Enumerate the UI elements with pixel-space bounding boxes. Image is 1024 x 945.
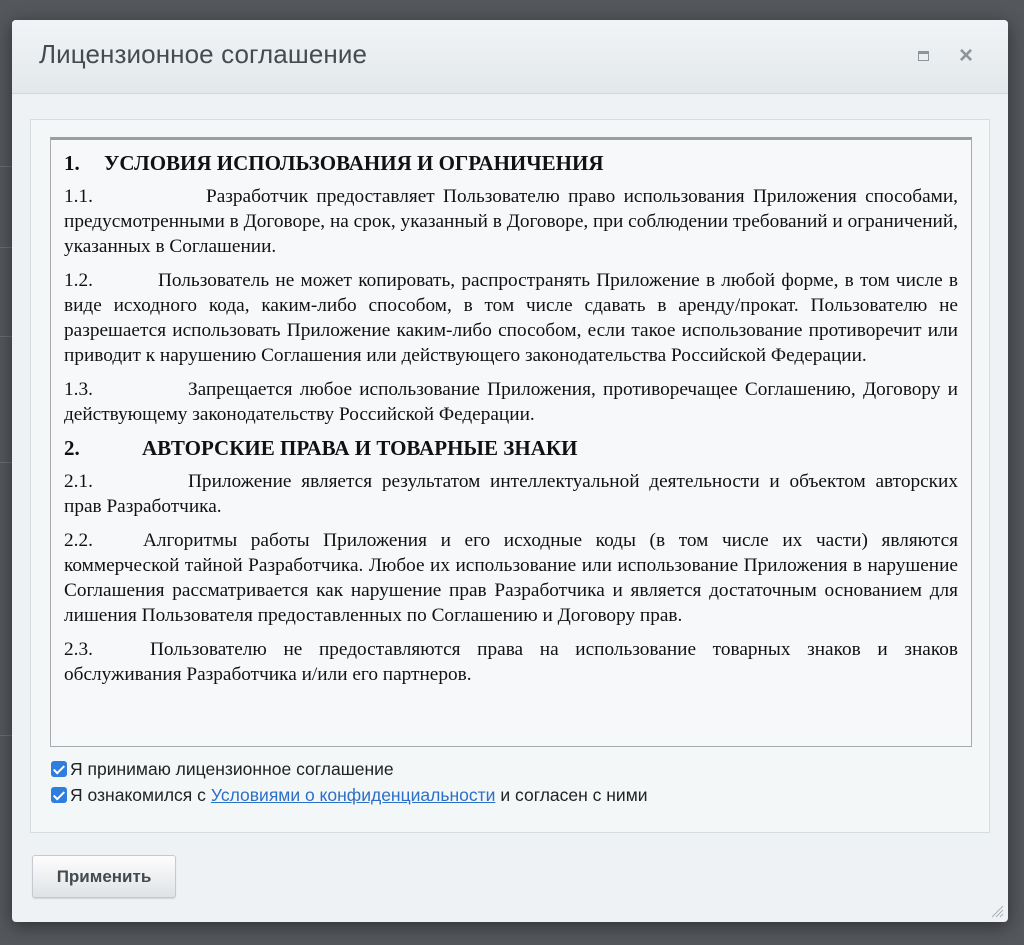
close-icon[interactable]: × bbox=[958, 42, 973, 69]
resize-grip-icon[interactable] bbox=[988, 902, 1004, 918]
section-title: УСЛОВИЯ ИСПОЛЬЗОВАНИЯ И ОГРАНИЧЕНИЯ bbox=[104, 151, 604, 175]
maximize-icon[interactable] bbox=[918, 51, 929, 61]
clause-number: 2.2. bbox=[64, 530, 93, 551]
section-number: 2. bbox=[64, 436, 80, 460]
clause-number: 2.1. bbox=[64, 471, 93, 492]
privacy-terms-link[interactable]: Условиями о конфиденциальности bbox=[210, 784, 496, 805]
privacy-consent-prefix[interactable]: Я ознакомился с bbox=[70, 784, 206, 805]
accept-license-checkbox[interactable] bbox=[51, 761, 67, 777]
section-number: 1. bbox=[64, 151, 80, 175]
privacy-consent-row[interactable] bbox=[51, 782, 648, 808]
clause bbox=[64, 637, 958, 687]
clause-number: 1.3. bbox=[64, 379, 93, 400]
section-title: АВТОРСКИЕ ПРАВА И ТОВАРНЫЕ ЗНАКИ bbox=[142, 436, 578, 460]
clause bbox=[64, 268, 958, 368]
dialog-title: Лицензионное соглашение bbox=[39, 39, 368, 69]
section-heading bbox=[64, 436, 958, 461]
clause bbox=[64, 184, 958, 259]
clause-text: Алгоритмы работы Приложения и его исходные коды (в том числе их части) являются коммерческой тайной Разработчика. Любое их использование или использование Приложения в нарушение Соглашения рассматривается как нарушение прав Разработчика и является достаточным основанием для лишения Пользователя предоставленных по Соглашению и Договору прав. bbox=[64, 530, 958, 626]
privacy-consent-checkbox[interactable] bbox=[51, 787, 67, 803]
accept-license-label[interactable]: Я принимаю лицензионное соглашение bbox=[70, 758, 394, 779]
clause-text: Пользователю не предоставляются права на использование товарных знаков и знаков обслуживания Разработчика и/или его партнеров. bbox=[64, 639, 958, 685]
accept-license-row[interactable] bbox=[51, 756, 648, 782]
clause-number: 1.1. bbox=[64, 186, 93, 207]
dialog-content bbox=[30, 119, 990, 833]
privacy-consent-suffix[interactable]: и согласен с ними bbox=[500, 784, 648, 805]
clause-text: Пользователь не может копировать, распространять Приложение в любой форме, в том числе в виде исходного кода, каким-либо способом, в том числе сдавать в аренду/прокат. Пользователю не разрешается использовать Приложение каким-либо способом, если такое использование противоречит или приводит к нарушению Соглашения или действующего законодательства Российской Федерации. bbox=[64, 270, 958, 366]
clause bbox=[64, 469, 958, 519]
clause-text: Запрещается любое использование Приложения, противоречащее Соглашению, Договору и действующему законодательству Российской Федерации. bbox=[64, 379, 958, 425]
license-dialog bbox=[12, 20, 1008, 922]
clause-text: Приложение является результатом интеллектуальной деятельности и объектом авторских прав Разработчика. bbox=[64, 471, 958, 517]
apply-button[interactable]: Применить bbox=[32, 855, 176, 898]
consent-checkboxes bbox=[51, 756, 648, 808]
section-heading bbox=[64, 151, 958, 176]
clause-text: Разработчик предоставляет Пользователю право использования Приложения способами, предусмотренными в Договоре, на срок, указанный в Договоре, при соблюдении требований и ограничений, указанных в Соглашении. bbox=[64, 186, 958, 257]
clause bbox=[64, 528, 958, 628]
license-text-area[interactable] bbox=[50, 137, 972, 747]
dialog-titlebar[interactable] bbox=[12, 20, 1008, 94]
clause bbox=[64, 377, 958, 427]
clause-number: 2.3. bbox=[64, 639, 93, 660]
clause-number: 1.2. bbox=[64, 270, 93, 291]
